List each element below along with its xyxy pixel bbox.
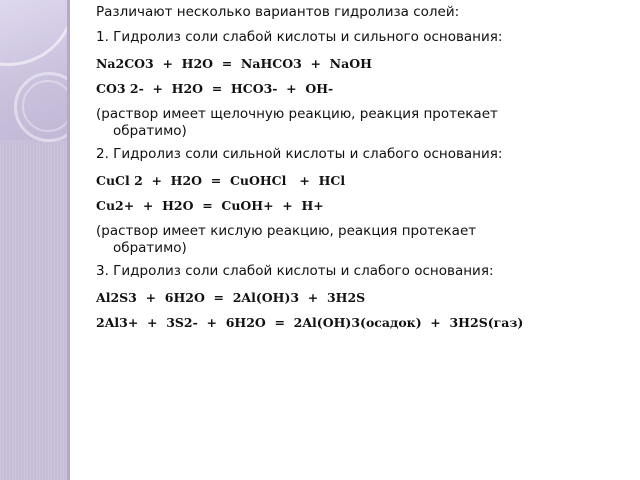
slide-content — [96, 4, 626, 331]
case2-note-line1: (раствор имеет кислую реакцию, реакция протекает — [96, 223, 477, 239]
decorative-sidebar — [0, 0, 70, 480]
case3-equation-molecular: Al2S3 + 6H2O = 2Al(OH)3 + 3H2S — [96, 290, 366, 305]
case2-equation-ionic: Cu2+ + H2O = CuOH+ + H+ — [96, 198, 324, 213]
case1-equation-molecular: Na2CO3 + H2O = NaHCO3 + NaOH — [96, 56, 372, 71]
decorative-ring-inner — [22, 80, 70, 132]
sidebar-edge — [67, 0, 70, 480]
case1-note-line2: обратимо) — [113, 123, 187, 139]
case3-heading: 3. Гидролиз соли слабой кислоты и слабого основания: — [96, 263, 494, 279]
case1-heading: 1. Гидролиз соли слабой кислоты и сильного основания: — [96, 29, 503, 45]
intro-text: Различают несколько вариантов гидролиза солей: — [96, 4, 460, 20]
case2-note-line2: обратимо) — [113, 240, 187, 256]
case3-equation-ionic: 2Al3+ + 3S2- + 6H2O = 2Al(OH)3(осадок) + 3H2S(газ) — [96, 315, 524, 330]
case2-equation-molecular: CuCl 2 + H2O = CuOHCl + HCl — [96, 173, 346, 188]
case2-heading: 2. Гидролиз соли сильной кислоты и слабого основания: — [96, 146, 503, 162]
case1-equation-ionic: CO3 2- + H2O = HCO3- + OH- — [96, 81, 334, 96]
case1-note-line1: (раствор имеет щелочную реакцию, реакция протекает — [96, 106, 498, 122]
